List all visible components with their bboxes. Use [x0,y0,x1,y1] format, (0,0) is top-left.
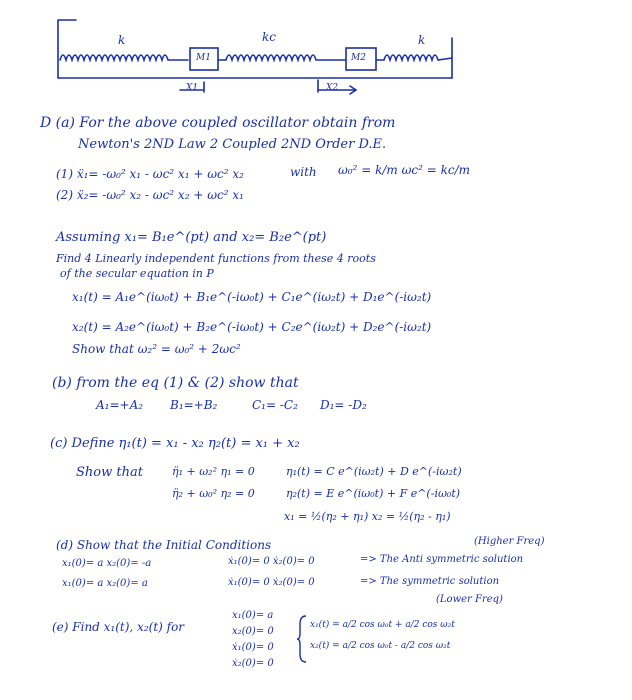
equation-1: (1) ẍ₁= -ω₀² x₁ - ωc² x₁ + ωc² x₂ [56,167,244,181]
part-a-title-line1: D (a) For the above coupled oscillator obtain from [40,115,396,131]
relation-d: D₁= -D₂ [320,398,367,412]
x2-general-solution: x₂(t) = A₂e^(iω₀t) + B₂e^(-iω₀t) + C₂e^(iω₂t) + D₂e^(-iω₂t) [72,320,432,334]
answer-brace [296,614,308,664]
omega-definitions: ω₀² = k/m ωc² = kc/m [338,163,471,177]
antisymmetric-result: => The Anti symmetric solution [360,554,524,565]
left-wall [58,20,76,78]
equation-2: (2) ẍ₂= -ω₀² x₂ - ωc² x₂ + ωc² x₁ [56,188,244,202]
find-line-1: Find 4 Linearly independent functions from these 4 roots [56,252,376,265]
eta2-equation: η̈₂ + ω₀² η₂ = 0 [172,487,255,500]
ic1-positions: x₁(0)= a x₂(0)= -a [62,558,152,569]
part-e-title: (e) Find x₁(t), x₂(t) for [52,620,185,634]
ic2-positions: x₁(0)= a x₂(0)= a [62,578,148,589]
eta1-solution: η₁(t) = C e^(iω₂t) + D e^(-iω₂t) [286,465,462,478]
e-condition-3: ẋ₁(0)= 0 [232,642,274,653]
e-condition-1: x₁(0)= a [232,610,274,621]
x-from-eta: x₁ = ½(η₂ + η₁) x₂ = ½(η₂ - η₁) [284,510,451,523]
part-d-title: (d) Show that the Initial Conditions [56,538,272,552]
relation-a: A₁=+A₂ [96,398,144,412]
mass-2-label: M2 [351,53,366,63]
relation-c: C₁= -C₂ [252,398,298,412]
part-a-title-line2: Newton's 2ND Law 2 Coupled 2ND Order D.E. [78,137,387,152]
show-that-label: Show that [76,465,143,480]
part-c-define: (c) Define η₁(t) = x₁ - x₂ η₂(t) = x₁ + x₂ [50,436,300,451]
with-label: with [290,165,317,179]
x1-label: X1 [186,83,199,93]
left-spring [60,55,188,60]
x2-answer: x₂(t) = a/2 cos ω₀t - a/2 cos ω₂t [310,641,451,651]
x1-general-solution: x₁(t) = A₁e^(iω₀t) + B₁e^(-iω₀t) + C₁e^(iω₂t) + D₁e^(-iω₂t) [72,290,432,304]
spring-right-label: k [418,33,426,47]
coupled-oscillator-diagram [0,0,632,110]
mass-1-label: M1 [196,53,211,63]
spring-left-label: k [118,33,126,47]
ic2-velocities: ẋ₁(0)= 0 ẋ₂(0)= 0 [228,577,315,588]
e-condition-2: x₂(0)= 0 [232,626,274,637]
right-spring [376,55,452,60]
ic1-velocities: ẋ₁(0)= 0 ẋ₂(0)= 0 [228,556,315,567]
x1-answer: x₁(t) = a/2 cos ω₀t + a/2 cos ω₂t [310,620,455,630]
relation-b: B₁=+B₂ [170,398,218,412]
spring-center-label: kc [262,30,276,44]
higher-freq-label: (Higher Freq) [474,536,545,547]
lower-freq-label: (Lower Freq) [436,594,503,605]
find-line-2: of the secular equation in P [60,267,214,280]
symmetric-result: => The symmetric solution [360,576,500,587]
x2-label: X2 [326,83,339,93]
eta1-equation: η̈₁ + ω₂² η₁ = 0 [172,465,255,478]
eta2-solution: η₂(t) = E e^(iω₀t) + F e^(-iω₀t) [286,487,461,500]
show-omega2-relation: Show that ω₂² = ω₀² + 2ωc² [72,342,241,356]
assuming-line: Assuming x₁= B₁e^(pt) and x₂= B₂e^(pt) [56,230,327,245]
part-b-title: (b) from the eq (1) & (2) show that [52,375,299,391]
center-spring [218,55,346,60]
e-condition-4: ẋ₂(0)= 0 [232,658,274,669]
